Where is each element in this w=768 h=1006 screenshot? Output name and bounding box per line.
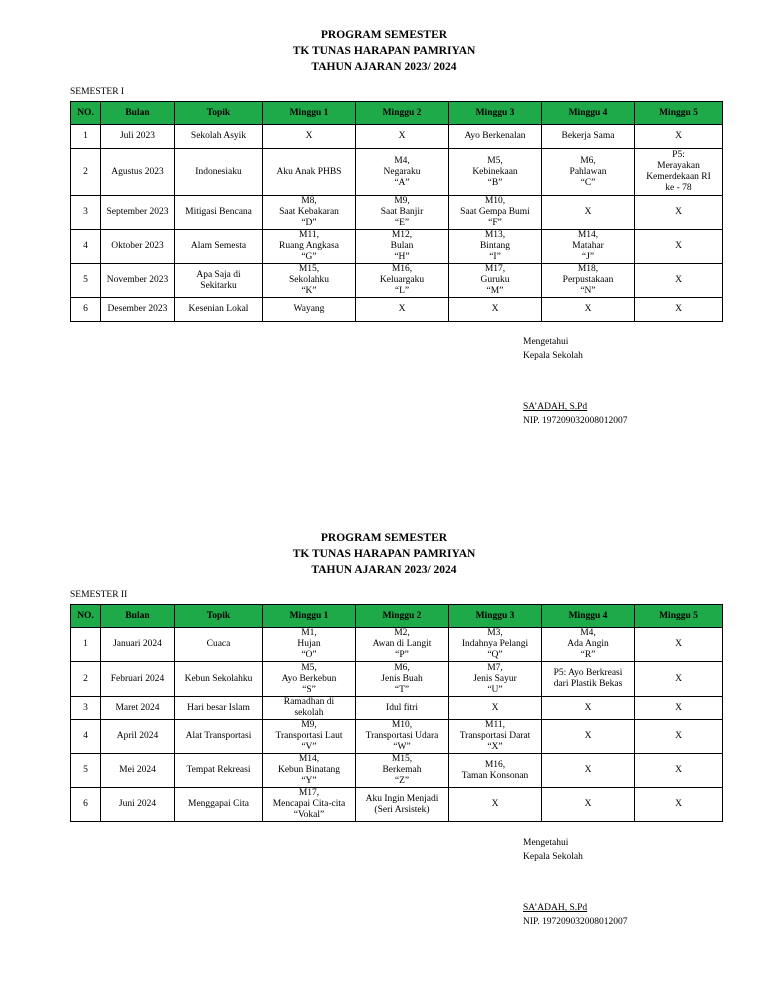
- signature-acknowledge: Mengetahui: [523, 337, 569, 347]
- week-3-cell: [449, 264, 542, 298]
- cell-text: X: [398, 304, 406, 314]
- cell-text: X: [675, 731, 682, 741]
- topic-cell: [175, 125, 263, 149]
- cell-text: Mitigasi Bencana: [185, 207, 252, 217]
- cell-text: Tempat Rekreasi: [186, 765, 251, 775]
- cell-text: X: [491, 304, 499, 314]
- table-row: [71, 149, 723, 196]
- column-header: Minggu 5: [635, 605, 723, 628]
- row-number: 5: [71, 754, 101, 788]
- cell-text: Keluargaku: [379, 275, 425, 285]
- signature-nip: NIP. 197209032008012007: [523, 917, 628, 927]
- cell-text: M10,: [391, 720, 413, 730]
- cell-text: M15,: [391, 754, 413, 764]
- cell-text: M13,: [484, 230, 506, 240]
- cell-text: M16,: [391, 264, 413, 274]
- cell-text: “E”: [394, 218, 410, 228]
- cell-text: “W”: [393, 742, 411, 752]
- semester-label: SEMESTER II: [70, 590, 128, 600]
- cell-text: X: [584, 765, 592, 775]
- week-5-cell: [635, 125, 723, 149]
- cell-text: M4,: [394, 155, 410, 166]
- signature-nip: NIP. 197209032008012007: [523, 416, 628, 426]
- column-header: Topik: [175, 605, 263, 628]
- cell-text: M12,: [391, 230, 413, 240]
- week-2-cell: [356, 149, 449, 196]
- cell-text: Kebun Binatang: [277, 765, 340, 775]
- week-1-cell: [263, 788, 356, 822]
- cell-text: M6,: [580, 155, 596, 166]
- week-4-cell: [542, 788, 635, 822]
- table-row: [71, 264, 723, 298]
- signature-name: SA’ADAH, S.Pd: [523, 903, 588, 913]
- table-row: [71, 196, 723, 230]
- topic-cell: [175, 230, 263, 264]
- week-5-cell: [635, 788, 723, 822]
- cell-text: M14,: [577, 230, 599, 240]
- title-line: TK TUNAS HARAPAN PAMRIYAN: [292, 45, 476, 57]
- cell-text: Transportasi Udara: [365, 731, 439, 741]
- week-2-cell: [356, 298, 449, 322]
- cell-text: Alam Semesta: [190, 241, 247, 251]
- cell-text: M5,: [301, 662, 317, 673]
- cell-text: “C”: [580, 177, 596, 188]
- cell-text: X: [675, 639, 682, 649]
- cell-text: M8,: [301, 196, 317, 206]
- cell-text: M16,: [484, 759, 506, 770]
- week-4-cell: [542, 628, 635, 662]
- week-3-cell: [449, 662, 542, 697]
- row-number: 1: [71, 125, 101, 149]
- column-header: Minggu 4: [542, 605, 635, 628]
- cell-text: X: [675, 241, 682, 251]
- row-number: 4: [71, 230, 101, 264]
- week-3-cell: [449, 754, 542, 788]
- week-1-cell: [263, 196, 356, 230]
- signature-position: Kepala Sekolah: [523, 852, 583, 862]
- topic-cell: [175, 149, 263, 196]
- cell-text: M1,: [301, 628, 317, 638]
- week-1-cell: [263, 697, 356, 720]
- cell-text: “Z”: [394, 776, 410, 786]
- column-header: Minggu 2: [356, 605, 449, 628]
- cell-text: Transportasi Darat: [459, 731, 531, 741]
- column-header: NO.: [71, 605, 101, 628]
- week-5-cell: [635, 149, 723, 196]
- month-cell: April 2024: [101, 720, 175, 754]
- week-5-cell: [635, 662, 723, 697]
- cell-text: Negaraku: [383, 166, 421, 177]
- week-1-cell: [263, 264, 356, 298]
- cell-text: X: [675, 799, 682, 809]
- cell-text: “B”: [487, 177, 503, 188]
- cell-text: Ayo Berkenalan: [464, 131, 526, 141]
- topic-cell: [175, 298, 263, 322]
- week-5-cell: [635, 697, 723, 720]
- cell-text: Sekolahku: [288, 275, 330, 285]
- cell-text: M9,: [301, 720, 317, 730]
- topic-cell: [175, 754, 263, 788]
- signature-position: Kepala Sekolah: [523, 351, 583, 361]
- cell-text: “X”: [487, 742, 503, 752]
- cell-text: “N”: [580, 286, 596, 296]
- cell-text: Merayakan: [657, 161, 700, 171]
- title-line: PROGRAM SEMESTER: [320, 29, 448, 41]
- column-header: Minggu 1: [263, 102, 356, 125]
- cell-text: “I”: [489, 252, 501, 262]
- cell-text: Taman Konsonan: [461, 770, 529, 781]
- cell-text: ke - 78: [665, 183, 692, 193]
- cell-text: Kemerdekaan RI: [646, 172, 711, 182]
- table-row: [71, 788, 723, 822]
- cell-text: Apa Saja di: [196, 269, 241, 280]
- month-cell: September 2023: [101, 196, 175, 230]
- week-4-cell: [542, 125, 635, 149]
- cell-text: “G”: [301, 252, 317, 262]
- cell-text: M14,: [298, 754, 320, 764]
- column-header: Minggu 5: [635, 102, 723, 125]
- title-line: PROGRAM SEMESTER: [320, 532, 448, 544]
- table-row: [71, 720, 723, 754]
- month-cell: Agustus 2023: [101, 149, 175, 196]
- cell-text: X: [584, 702, 592, 713]
- cell-text: M2,: [394, 628, 410, 638]
- title-line: TK TUNAS HARAPAN PAMRIYAN: [292, 548, 476, 560]
- week-4-cell: [542, 720, 635, 754]
- month-cell: Oktober 2023: [101, 230, 175, 264]
- column-header: Bulan: [101, 102, 175, 125]
- cell-text: Idul fitri: [386, 702, 418, 713]
- cell-text: Berkemah: [382, 765, 422, 775]
- topic-cell: [175, 788, 263, 822]
- week-1-cell: [263, 720, 356, 754]
- cell-text: X: [491, 799, 499, 809]
- schedule-table: [70, 604, 723, 822]
- topic-cell: [175, 697, 263, 720]
- row-number: 5: [71, 264, 101, 298]
- month-cell: Maret 2024: [101, 697, 175, 720]
- cell-text: Jenis Sayur: [473, 673, 517, 684]
- cell-text: Ramadhan di: [283, 697, 335, 707]
- week-4-cell: [542, 697, 635, 720]
- cell-text: “O”: [301, 650, 317, 660]
- month-cell: Desember 2023: [101, 298, 175, 322]
- table-row: [71, 754, 723, 788]
- cell-text: Saat Gempa Bumi: [460, 207, 530, 217]
- cell-text: M11,: [485, 720, 505, 730]
- table-row: [71, 125, 723, 149]
- week-4-cell: [542, 264, 635, 298]
- cell-text: Ruang Angkasa: [279, 241, 339, 251]
- week-3-cell: [449, 196, 542, 230]
- topic-cell: [175, 720, 263, 754]
- week-3-cell: [449, 628, 542, 662]
- row-number: 1: [71, 628, 101, 662]
- table-header-row: [71, 605, 723, 628]
- column-header: Minggu 4: [542, 102, 635, 125]
- week-3-cell: [449, 788, 542, 822]
- cell-text: Matahar: [572, 241, 604, 251]
- cell-text: “F”: [488, 218, 502, 228]
- column-header: Minggu 3: [449, 102, 542, 125]
- week-5-cell: [635, 298, 723, 322]
- table-row: [71, 230, 723, 264]
- cell-text: Sekolah Asyik: [190, 131, 247, 141]
- topic-cell: [175, 662, 263, 697]
- week-2-cell: [356, 628, 449, 662]
- table-row: [71, 298, 723, 322]
- cell-text: Pahlawan: [569, 166, 607, 177]
- week-2-cell: [356, 788, 449, 822]
- month-cell: Juli 2023: [101, 125, 175, 149]
- title-line: TAHUN AJARAN 2023/ 2024: [311, 61, 457, 73]
- table-row: [71, 628, 723, 662]
- title-line: TAHUN AJARAN 2023/ 2024: [311, 564, 457, 576]
- cell-text: X: [675, 765, 682, 775]
- cell-text: X: [584, 731, 592, 741]
- cell-text: (Seri Arsistek): [374, 804, 430, 815]
- cell-text: Sekitarku: [200, 280, 237, 291]
- cell-text: M17,: [298, 788, 320, 798]
- cell-text: X: [675, 673, 682, 684]
- week-1-cell: [263, 662, 356, 697]
- week-5-cell: [635, 264, 723, 298]
- cell-text: Saat Banjir: [380, 207, 424, 217]
- column-header: Minggu 3: [449, 605, 542, 628]
- week-1-cell: [263, 149, 356, 196]
- cell-text: Guruku: [480, 275, 510, 285]
- cell-text: “Y”: [301, 776, 317, 786]
- column-header: Topik: [175, 102, 263, 125]
- cell-text: Perpustakaan: [562, 275, 614, 285]
- cell-text: “J”: [581, 252, 595, 262]
- week-1-cell: [263, 230, 356, 264]
- week-5-cell: [635, 628, 723, 662]
- week-5-cell: [635, 754, 723, 788]
- cell-text: M17,: [484, 264, 506, 274]
- week-2-cell: [356, 264, 449, 298]
- column-header: Minggu 1: [263, 605, 356, 628]
- cell-text: “T”: [394, 684, 410, 695]
- cell-text: X: [675, 275, 682, 285]
- cell-text: “L”: [394, 286, 410, 296]
- cell-text: M10,: [484, 196, 506, 206]
- cell-text: Mencapai Cita-cita: [272, 799, 346, 809]
- week-3-cell: [449, 230, 542, 264]
- cell-text: “R”: [580, 650, 596, 660]
- cell-text: Indonesiaku: [195, 166, 242, 177]
- row-number: 2: [71, 149, 101, 196]
- row-number: 3: [71, 697, 101, 720]
- column-header: Bulan: [101, 605, 175, 628]
- semester-label: SEMESTER I: [70, 87, 125, 97]
- month-cell: Februari 2024: [101, 662, 175, 697]
- cell-text: M9,: [394, 196, 410, 206]
- cell-text: “K”: [301, 286, 317, 296]
- week-3-cell: [449, 149, 542, 196]
- row-number: 3: [71, 196, 101, 230]
- cell-text: M4,: [580, 628, 596, 638]
- cell-text: X: [675, 207, 682, 217]
- topic-cell: [175, 628, 263, 662]
- cell-text: Aku Ingin Menjadi: [365, 793, 439, 804]
- cell-text: M5,: [487, 155, 503, 166]
- cell-text: M7,: [487, 662, 503, 673]
- cell-text: Kebinekaan: [472, 166, 518, 177]
- cell-text: Bekerja Sama: [561, 131, 615, 141]
- cell-text: “A”: [394, 177, 410, 188]
- cell-text: X: [398, 131, 406, 141]
- cell-text: Bulan: [390, 241, 414, 251]
- cell-text: M11,: [299, 230, 319, 240]
- cell-text: X: [675, 131, 682, 141]
- row-number: 6: [71, 788, 101, 822]
- topic-cell: [175, 196, 263, 230]
- signature-block: [523, 836, 628, 929]
- week-2-cell: [356, 230, 449, 264]
- week-2-cell: [356, 125, 449, 149]
- cell-text: P5:: [672, 150, 685, 160]
- week-2-cell: [356, 697, 449, 720]
- cell-text: X: [584, 207, 592, 217]
- cell-text: dari Plastik Bekas: [553, 679, 623, 689]
- week-5-cell: [635, 720, 723, 754]
- row-number: 2: [71, 662, 101, 697]
- topic-cell: [175, 264, 263, 298]
- table-header-row: [71, 102, 723, 125]
- document-title: [0, 27, 768, 75]
- schedule-table: [70, 101, 723, 322]
- signature-acknowledge: Mengetahui: [523, 838, 569, 848]
- cell-text: “S”: [302, 684, 316, 695]
- column-header: Minggu 2: [356, 102, 449, 125]
- cell-text: “U”: [487, 684, 503, 695]
- cell-text: “Vokal”: [293, 810, 325, 820]
- table-row: [71, 697, 723, 720]
- cell-text: Jenis Buah: [381, 673, 423, 684]
- week-1-cell: [263, 125, 356, 149]
- cell-text: “P”: [395, 650, 409, 660]
- row-number: 6: [71, 298, 101, 322]
- cell-text: X: [675, 702, 682, 713]
- cell-text: Wayang: [293, 304, 325, 314]
- row-number: 4: [71, 720, 101, 754]
- week-4-cell: [542, 149, 635, 196]
- week-1-cell: [263, 754, 356, 788]
- week-5-cell: [635, 230, 723, 264]
- week-2-cell: [356, 754, 449, 788]
- cell-text: “M”: [486, 286, 504, 296]
- column-header: NO.: [71, 102, 101, 125]
- week-3-cell: [449, 125, 542, 149]
- week-1-cell: [263, 628, 356, 662]
- week-5-cell: [635, 196, 723, 230]
- cell-text: M3,: [487, 628, 503, 638]
- document-title: [0, 530, 768, 578]
- cell-text: Ada Angin: [567, 639, 609, 649]
- cell-text: X: [584, 799, 592, 809]
- week-3-cell: [449, 697, 542, 720]
- cell-text: X: [491, 702, 499, 713]
- cell-text: Awan di Langit: [372, 639, 432, 649]
- month-cell: Januari 2024: [101, 628, 175, 662]
- week-3-cell: [449, 720, 542, 754]
- cell-text: “Q”: [487, 650, 503, 660]
- week-4-cell: [542, 298, 635, 322]
- table-row: [71, 662, 723, 697]
- cell-text: X: [305, 131, 313, 141]
- cell-text: Hari besar Islam: [187, 702, 250, 713]
- month-cell: Mei 2024: [101, 754, 175, 788]
- cell-text: Aku Anak PHBS: [276, 166, 342, 177]
- cell-text: Bintang: [479, 241, 511, 251]
- week-1-cell: [263, 298, 356, 322]
- cell-text: “D”: [301, 218, 317, 228]
- cell-text: Kesenian Lokal: [188, 304, 249, 314]
- cell-text: Menggapai Cita: [188, 799, 249, 809]
- cell-text: M6,: [394, 662, 410, 673]
- cell-text: Kebun Sekolahku: [184, 673, 253, 684]
- cell-text: X: [675, 304, 682, 314]
- cell-text: Transportasi Laut: [275, 731, 343, 741]
- cell-text: sekolah: [294, 708, 324, 718]
- week-2-cell: [356, 196, 449, 230]
- cell-text: Saat Kebakaran: [279, 207, 339, 217]
- signature-name: SA’ADAH, S.Pd: [523, 402, 588, 412]
- cell-text: Ayo Berkebun: [281, 673, 337, 684]
- month-cell: November 2023: [101, 264, 175, 298]
- week-4-cell: [542, 196, 635, 230]
- cell-text: M15,: [298, 264, 320, 274]
- cell-text: “V”: [301, 742, 317, 752]
- cell-text: Alat Transportasi: [185, 731, 252, 741]
- signature-block: [523, 335, 628, 428]
- week-3-cell: [449, 298, 542, 322]
- cell-text: X: [584, 304, 592, 314]
- week-2-cell: [356, 662, 449, 697]
- cell-text: Indahnya Pelangi: [461, 639, 529, 649]
- cell-text: Hujan: [297, 639, 321, 649]
- week-4-cell: [542, 230, 635, 264]
- week-2-cell: [356, 720, 449, 754]
- month-cell: Juni 2024: [101, 788, 175, 822]
- cell-text: Cuaca: [206, 639, 231, 649]
- week-4-cell: [542, 754, 635, 788]
- cell-text: “H”: [394, 252, 410, 262]
- week-4-cell: [542, 662, 635, 697]
- cell-text: P5: Ayo Berkreasi: [553, 668, 623, 678]
- cell-text: M18,: [577, 264, 599, 274]
